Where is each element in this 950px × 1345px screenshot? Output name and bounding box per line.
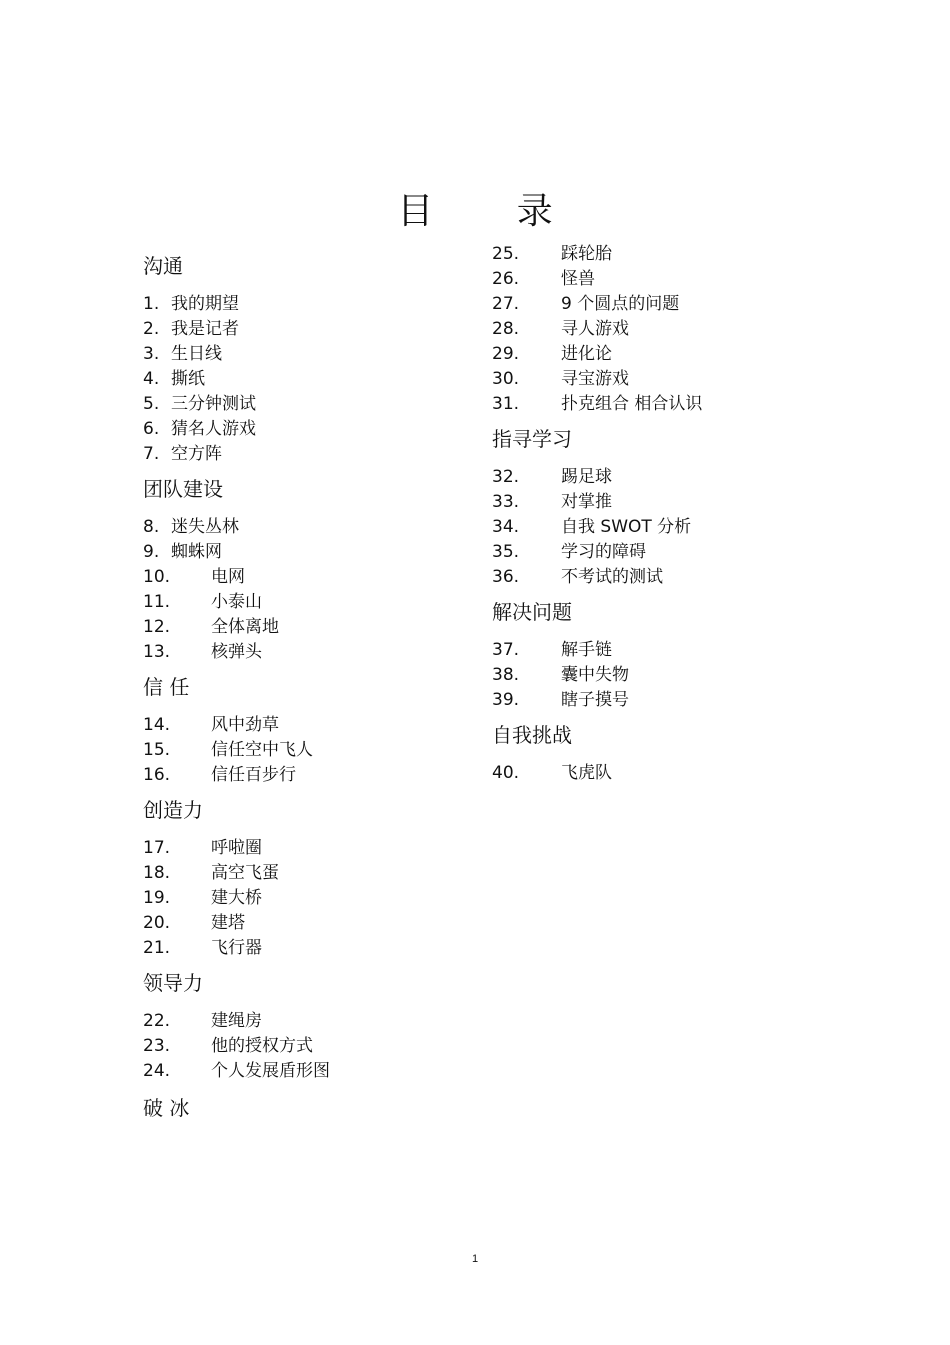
entry-title: 瞎子摸号 bbox=[561, 690, 629, 710]
toc-entry[interactable] bbox=[492, 638, 702, 663]
entry-number: 24. bbox=[143, 1061, 171, 1081]
page-title: 目 录 bbox=[397, 191, 589, 232]
entry-number: 31. bbox=[492, 394, 520, 414]
entry-title: 三分钟测试 bbox=[171, 394, 256, 414]
entry-number: 26. bbox=[492, 269, 520, 289]
entry-title: 建绳房 bbox=[211, 1011, 262, 1031]
toc-entry[interactable] bbox=[143, 615, 330, 640]
entry-title: 全体离地 bbox=[211, 617, 279, 637]
section-heading: 沟通 bbox=[143, 254, 183, 278]
toc-entry[interactable] bbox=[143, 936, 330, 961]
entry-number: 34. bbox=[492, 517, 520, 537]
toc-entry[interactable] bbox=[492, 465, 702, 490]
entry-title: 呼啦圈 bbox=[211, 838, 262, 858]
entry-title: 飞行器 bbox=[211, 938, 262, 958]
entry-number: 29. bbox=[492, 344, 520, 364]
entry-title: 他的授权方式 bbox=[211, 1036, 313, 1056]
toc-entry[interactable] bbox=[143, 292, 330, 317]
toc-entry[interactable] bbox=[143, 1009, 330, 1034]
entry-title: 蜘蛛网 bbox=[171, 542, 222, 562]
toc-entry[interactable] bbox=[143, 342, 330, 367]
entry-number: 18. bbox=[143, 863, 171, 883]
toc-right-column bbox=[492, 242, 702, 786]
entry-number: 23. bbox=[143, 1036, 171, 1056]
toc-entry[interactable] bbox=[143, 713, 330, 738]
entry-number: 36. bbox=[492, 567, 520, 587]
entry-number: 19. bbox=[143, 888, 171, 908]
entry-title: 9 个圆点的问题 bbox=[561, 294, 680, 314]
entry-title: 空方阵 bbox=[171, 444, 222, 464]
toc-entry[interactable] bbox=[492, 540, 702, 565]
toc-entry[interactable] bbox=[492, 342, 702, 367]
entry-title: 解手链 bbox=[561, 640, 612, 660]
toc-entry[interactable] bbox=[492, 392, 702, 417]
entry-number: 8. bbox=[143, 517, 160, 537]
toc-entry[interactable] bbox=[492, 663, 702, 688]
entry-title: 我是记者 bbox=[171, 319, 239, 339]
section-heading: 自我挑战 bbox=[492, 723, 572, 747]
entry-number: 37. bbox=[492, 640, 520, 660]
entry-title: 寻人游戏 bbox=[561, 319, 629, 339]
entry-number: 10. bbox=[143, 567, 171, 587]
entry-title: 风中劲草 bbox=[211, 715, 279, 735]
section-heading: 信 任 bbox=[143, 675, 190, 699]
entry-title: 我的期望 bbox=[171, 294, 239, 314]
toc-entry[interactable] bbox=[143, 590, 330, 615]
entry-title: 飞虎队 bbox=[561, 763, 612, 783]
toc-entry[interactable] bbox=[143, 640, 330, 665]
entry-title: 个人发展盾形图 bbox=[211, 1061, 330, 1081]
toc-entry[interactable] bbox=[492, 292, 702, 317]
entry-title: 建塔 bbox=[211, 913, 245, 933]
entry-title: 进化论 bbox=[561, 344, 612, 364]
entry-number: 20. bbox=[143, 913, 171, 933]
entry-number: 32. bbox=[492, 467, 520, 487]
entry-number: 5. bbox=[143, 394, 160, 414]
entry-number: 14. bbox=[143, 715, 171, 735]
entry-number: 9. bbox=[143, 542, 160, 562]
entry-number: 16. bbox=[143, 765, 171, 785]
entry-number: 21. bbox=[143, 938, 171, 958]
toc-entry[interactable] bbox=[143, 540, 330, 565]
entry-title: 对掌推 bbox=[561, 492, 612, 512]
toc-entry[interactable] bbox=[143, 738, 330, 763]
entry-title: 核弹头 bbox=[211, 642, 262, 662]
entry-number: 30. bbox=[492, 369, 520, 389]
entry-number: 25. bbox=[492, 244, 520, 264]
entry-number: 22. bbox=[143, 1011, 171, 1031]
section-heading: 解决问题 bbox=[492, 600, 572, 624]
toc-entry[interactable] bbox=[492, 688, 702, 713]
section-heading: 破 冰 bbox=[143, 1096, 190, 1120]
toc-entry[interactable] bbox=[492, 267, 702, 292]
entry-title: 小泰山 bbox=[211, 592, 262, 612]
section-heading: 团队建设 bbox=[143, 477, 223, 501]
entry-title: 高空飞蛋 bbox=[211, 863, 279, 883]
entry-number: 40. bbox=[492, 763, 520, 783]
entry-number: 39. bbox=[492, 690, 520, 710]
toc-entry[interactable] bbox=[143, 861, 330, 886]
entry-number: 4. bbox=[143, 369, 160, 389]
toc-entry[interactable] bbox=[492, 515, 702, 540]
entry-title: 迷失丛林 bbox=[171, 517, 239, 537]
section-heading: 创造力 bbox=[143, 798, 203, 822]
entry-number: 11. bbox=[143, 592, 171, 612]
entry-number: 33. bbox=[492, 492, 520, 512]
entry-title: 不考试的测试 bbox=[561, 567, 663, 587]
toc-entry[interactable] bbox=[143, 317, 330, 342]
toc-entry[interactable] bbox=[492, 565, 702, 590]
entry-title: 怪兽 bbox=[561, 269, 595, 289]
toc-entry[interactable] bbox=[143, 442, 330, 467]
entry-title: 生日线 bbox=[171, 344, 222, 364]
entry-number: 38. bbox=[492, 665, 520, 685]
entry-number: 28. bbox=[492, 319, 520, 339]
entry-number: 3. bbox=[143, 344, 160, 364]
toc-entry[interactable] bbox=[143, 417, 330, 442]
toc-entry[interactable] bbox=[143, 886, 330, 911]
entry-number: 27. bbox=[492, 294, 520, 314]
section-heading: 领导力 bbox=[143, 971, 203, 995]
entry-title: 扑克组合 相合认识 bbox=[561, 394, 703, 414]
entry-title: 自我 SWOT 分析 bbox=[561, 517, 692, 537]
entry-title: 寻宝游戏 bbox=[561, 369, 629, 389]
toc-entry[interactable] bbox=[143, 1059, 330, 1084]
entry-number: 2. bbox=[143, 319, 160, 339]
toc-entry[interactable] bbox=[143, 1034, 330, 1059]
entry-number: 15. bbox=[143, 740, 171, 760]
entry-number: 17. bbox=[143, 838, 171, 858]
toc-entry[interactable] bbox=[492, 242, 702, 267]
toc-entry[interactable] bbox=[492, 761, 702, 786]
toc-entry[interactable] bbox=[492, 367, 702, 392]
entry-title: 信任空中飞人 bbox=[211, 740, 313, 760]
entry-number: 13. bbox=[143, 642, 171, 662]
entry-title: 踩轮胎 bbox=[561, 244, 612, 264]
entry-number: 1. bbox=[143, 294, 160, 314]
toc-entry[interactable] bbox=[143, 911, 330, 936]
entry-title: 电网 bbox=[211, 567, 245, 587]
toc-left-column bbox=[143, 252, 330, 1122]
toc-entry[interactable] bbox=[143, 565, 330, 590]
entry-title: 建大桥 bbox=[211, 888, 262, 908]
toc-entry[interactable] bbox=[143, 367, 330, 392]
section-heading: 指寻学习 bbox=[492, 427, 572, 451]
entry-number: 35. bbox=[492, 542, 520, 562]
toc-entry[interactable] bbox=[143, 836, 330, 861]
entry-number: 7. bbox=[143, 444, 160, 464]
entry-number: 12. bbox=[143, 617, 171, 637]
entry-title: 学习的障碍 bbox=[561, 542, 646, 562]
entry-title: 猜名人游戏 bbox=[171, 419, 256, 439]
entry-title: 囊中失物 bbox=[561, 665, 629, 685]
toc-entry[interactable] bbox=[492, 317, 702, 342]
entry-number: 6. bbox=[143, 419, 160, 439]
page-number: 1 bbox=[471, 1253, 479, 1265]
toc-entry[interactable] bbox=[143, 763, 330, 788]
toc-entry[interactable] bbox=[143, 515, 330, 540]
toc-entry[interactable] bbox=[143, 392, 330, 417]
entry-title: 踢足球 bbox=[561, 467, 612, 487]
entry-title: 撕纸 bbox=[171, 369, 205, 389]
toc-entry[interactable] bbox=[492, 490, 702, 515]
entry-title: 信任百步行 bbox=[211, 765, 296, 785]
